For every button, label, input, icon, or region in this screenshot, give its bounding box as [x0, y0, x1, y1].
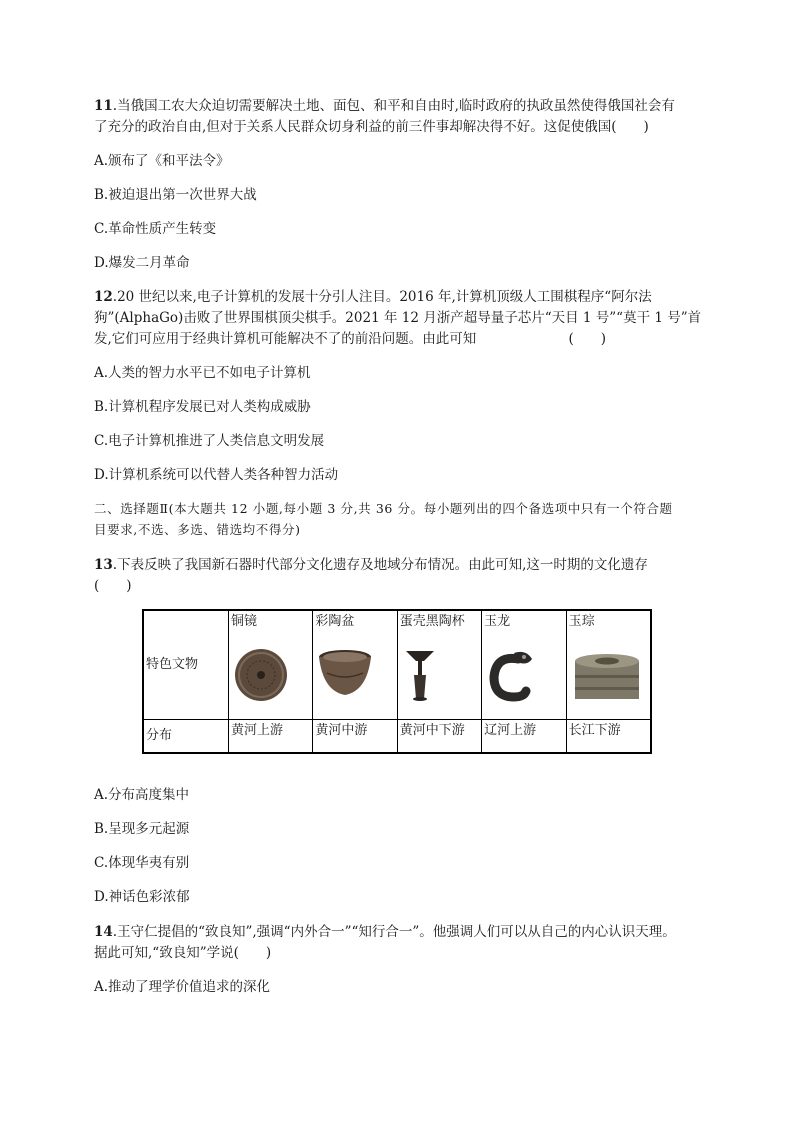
- table-header-distribution: 分布: [143, 720, 229, 754]
- q12-stem-line2: 狗”(AlphaGo)击败了世界围棋顶尖棋手。2021 年 12 月浙产超导量子芯片“天目 1 号”“莫干 1 号”首: [94, 310, 702, 326]
- table-cell-painted-pottery-basin: [313, 610, 397, 720]
- q12-stem-line1: [94, 287, 652, 307]
- q14-stem-line2: 据此可知,“致良知”学说( ): [94, 945, 272, 961]
- q13-option-c[interactable]: C.体现华夷有别: [94, 855, 190, 871]
- q12-option-b[interactable]: B.计算机程序发展已对人类构成威胁: [94, 399, 311, 415]
- black-pottery-cup-image: [400, 635, 478, 711]
- q13-stem-line1: [94, 555, 648, 575]
- q11-option-b[interactable]: B.被迫退出第一次世界大战: [94, 187, 257, 203]
- table-cell-region: 辽河上游: [482, 720, 566, 754]
- relic-table: [142, 609, 652, 754]
- bronze-mirror-image: [231, 635, 309, 711]
- table-cell-eggshell-black-pottery-cup: [397, 610, 481, 720]
- table-header-relics: 特色文物: [143, 610, 229, 720]
- relic-name: 玉琮: [568, 614, 595, 629]
- q11-option-d[interactable]: D.爆发二月革命: [94, 255, 190, 271]
- table-cell-region: 黄河中下游: [397, 720, 481, 754]
- pottery-basin-image: [315, 635, 393, 711]
- q12-option-a[interactable]: A.人类的智力水平已不如电子计算机: [94, 365, 311, 381]
- q12-stem-line3: [94, 329, 700, 349]
- q14-number: 14: [94, 924, 113, 940]
- q11-stem-line1: [94, 96, 675, 116]
- table-row-relics: [143, 610, 651, 720]
- jade-cong-image: [569, 635, 647, 711]
- q12-option-d[interactable]: D.计算机系统可以代替人类各种智力活动: [94, 467, 339, 483]
- q13-stem-line2: ( ): [94, 578, 132, 594]
- relic-name: 铜镜: [231, 614, 258, 629]
- section2-header-line1: 二、选择题Ⅱ(本大题共 12 小题,每小题 3 分,共 36 分。每小题列出的四个备选项中只有一个符合题: [94, 501, 673, 516]
- table-cell-jade-cong: [566, 610, 651, 720]
- q11-number: 11: [94, 98, 113, 114]
- relic-name: 彩陶盆: [315, 614, 355, 629]
- table-cell-region: 长江下游: [566, 720, 651, 754]
- q12-answer-paren: ( ): [568, 331, 606, 347]
- q13-option-d[interactable]: D.神话色彩浓郁: [94, 889, 190, 905]
- q13-option-a[interactable]: A.分布高度集中: [94, 787, 190, 803]
- table-cell-jade-dragon: [482, 610, 566, 720]
- relic-name: 玉龙: [484, 614, 511, 629]
- q14-stem-line1: [94, 922, 676, 942]
- q13-option-b[interactable]: B.呈现多元起源: [94, 821, 190, 837]
- q11-option-c[interactable]: C.革命性质产生转变: [94, 221, 217, 237]
- q13-stem-text1: .下表反映了我国新石器时代部分文化遗存及地域分布情况。由此可知,这一时期的文化遗存: [112, 557, 648, 573]
- q14-option-a[interactable]: A.推动了理学价值追求的深化: [94, 979, 271, 995]
- table-cell-bronze-mirror: [229, 610, 313, 720]
- q13-number: 13: [94, 557, 113, 573]
- q12-stem-text3: 发,它们可应用于经典计算机可能解决不了的前沿问题。由此可知: [94, 331, 477, 347]
- table-cell-region: 黄河中游: [313, 720, 397, 754]
- q14-stem-text1: .王守仁提倡的“致良知”,强调“内外合一”“知行合一”。他强调人们可以从自己的内心认识天理。: [112, 924, 676, 940]
- section2-header-line2: 目要求,不选、多选、错选均不得分): [94, 522, 301, 537]
- q11-stem-text1: .当俄国工农大众迫切需要解决土地、面包、和平和自由时,临时政府的执政虽然使得俄国社会有: [112, 98, 675, 114]
- jade-dragon-image: [484, 635, 562, 711]
- q12-stem-text1: .20 世纪以来,电子计算机的发展十分引人注目。2016 年,计算机顶级人工围棋程序“阿尔法: [112, 289, 652, 305]
- q12-option-c[interactable]: C.电子计算机推进了人类信息文明发展: [94, 433, 325, 449]
- table-cell-region: 黄河上游: [229, 720, 313, 754]
- q11-option-a[interactable]: A.颁布了《和平法令》: [94, 153, 230, 169]
- table-row-distribution: [143, 720, 651, 754]
- q11-stem-line2: 了充分的政治自由,但对于关系人民群众切身利益的前三件事却解决得不好。这促使俄国( ): [94, 119, 649, 135]
- q12-number: 12: [94, 289, 113, 305]
- relic-name: 蛋壳黑陶杯: [399, 614, 465, 629]
